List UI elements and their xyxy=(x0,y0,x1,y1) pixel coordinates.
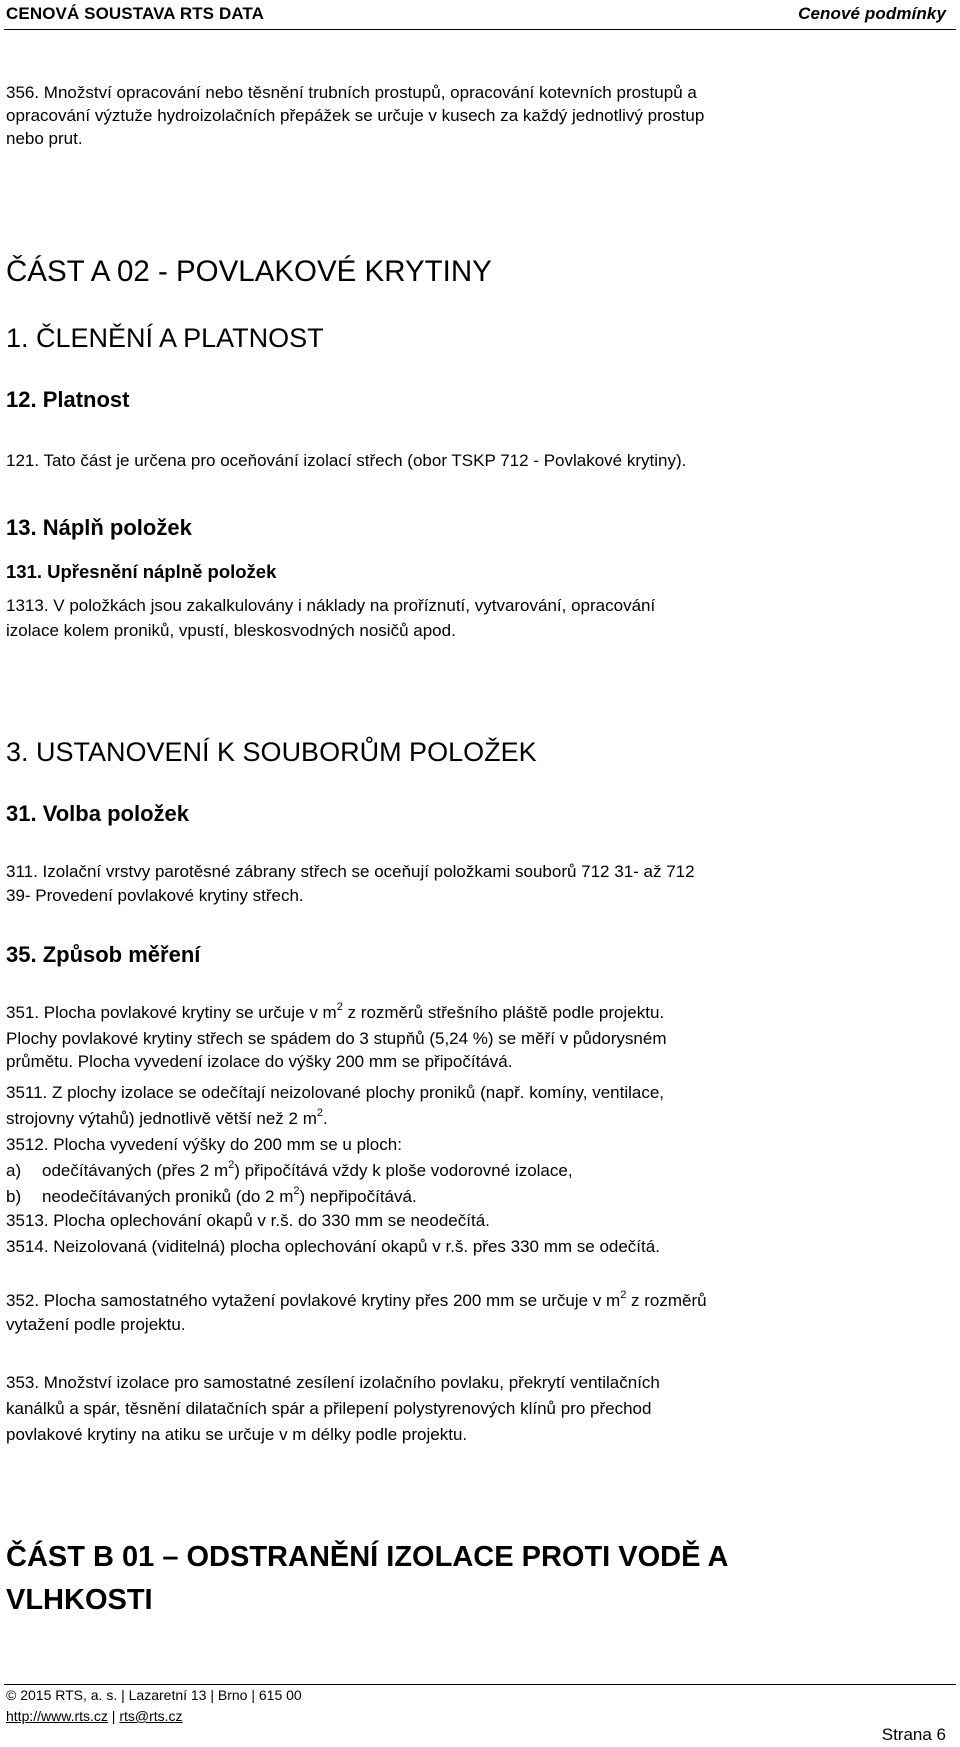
paragraph-356-line-1: 356. Množství opracování nebo těsnění trubních prostupů, opracování kotevních prostupů a xyxy=(6,83,697,102)
paragraph-352-line-1: 352. Plocha samostatného vytažení povlakové krytiny přes 200 mm se určuje v $m^2$ z rozměrů xyxy=(6,1289,707,1310)
paragraph-352-line-2: vytažení podle projektu. xyxy=(6,1315,186,1334)
paragraph-353-line-1: 353. Množství izolace pro samostatné zesílení izolačního povlaku, překrytí ventilačních xyxy=(6,1373,660,1392)
header-title: CENOVÁ SOUSTAVA RTS DATA xyxy=(6,4,265,23)
list-item-b: b) neodečítávaných proniků (do 2 $m^2$) nepřipočítává. xyxy=(6,1185,417,1206)
email-link[interactable]: rts@rts.cz xyxy=(119,1708,183,1724)
part-heading-a02: ČÁST A 02 - POVLAKOVÉ KRYTINY xyxy=(6,255,492,288)
footer-separator: | xyxy=(107,1708,120,1724)
header-divider xyxy=(4,29,956,30)
footer-divider xyxy=(4,1684,956,1685)
paragraph-311-line-2: 39- Provedení povlakové krytiny střech. xyxy=(6,886,304,905)
paragraph-3511-line-2: strojovny výtahů) jednotlivě větší než 2 $m^2$. xyxy=(6,1107,328,1128)
section-heading-3: 3. USTANOVENÍ K SOUBORŮM POLOŽEK xyxy=(6,737,537,767)
footer-copyright: © 2015 RTS, a. s. | Lazaretní 13 | Brno | 615 00 xyxy=(6,1687,302,1703)
section-heading-35: 35. Způsob měření xyxy=(6,942,201,967)
section-heading-12: 12. Platnost xyxy=(6,387,130,412)
paragraph-121: 121. Tato část je určena pro oceňování izolací střech (obor TSKP 712 - Povlakové krytiny). xyxy=(6,451,687,470)
part-heading-b01-line-2: VLHKOSTI xyxy=(6,1584,153,1616)
paragraph-1313-line-1: 1313. V položkách jsou zakalkulovány i náklady na proříznutí, vytvarování, opracování xyxy=(6,596,656,615)
header-section: Cenové podmínky xyxy=(798,4,946,23)
website-link[interactable]: http://www.rts.cz xyxy=(6,1708,108,1724)
paragraph-1313-line-2: izolace kolem proniků, vpustí, bleskosvodných nosičů apod. xyxy=(6,621,456,640)
paragraph-356-line-3: nebo prut. xyxy=(6,129,83,148)
paragraph-3514: 3514. Neizolovaná (viditelná) plocha oplechování okapů v r.š. přes 330 mm se odečítá. xyxy=(6,1237,660,1256)
section-heading-131: 131. Upřesnění náplně položek xyxy=(6,561,277,582)
paragraph-3512-line-1: 3512. Plocha vyvedení výšky do 200 mm se u ploch: xyxy=(6,1135,402,1154)
part-heading-b01-line-1: ČÁST B 01 – ODSTRANĚNÍ IZOLACE PROTI VODĚ A xyxy=(6,1541,729,1573)
paragraph-356-line-2: opracování výztuže hydroizolačních přepážek se určuje v kusech za každý jednotlivý prostup xyxy=(6,106,705,125)
paragraph-3511-line-1: 3511. Z plochy izolace se odečítají neizolované plochy proniků (např. komíny, ventilace, xyxy=(6,1083,665,1102)
list-item-a: a) odečítávaných (přes 2 $m^2$) připočítává vždy k ploše vodorovné izolace, xyxy=(6,1159,573,1180)
paragraph-353-line-2: kanálků a spár, těsnění dilatačních spár a přilepení polystyrenových klínů pro přechod xyxy=(6,1399,652,1418)
paragraph-351-line-3: průmětu. Plocha vyvedení izolace do výšky 200 mm se připočítává. xyxy=(6,1052,513,1071)
page-number: Strana 6 xyxy=(881,1725,946,1744)
section-heading-13: 13. Náplň položek xyxy=(6,515,192,540)
paragraph-351-line-1: 351. Plocha povlakové krytiny se určuje v $m^2$ z rozměrů střešního pláště podle projektu. xyxy=(6,1001,665,1022)
paragraph-351-line-2: Plochy povlakové krytiny střech se spádem do 3 stupňů (5,24 %) se měří v půdorysném xyxy=(6,1029,667,1048)
paragraph-3513: 3513. Plocha oplechování okapů v r.š. do 330 mm se neodečítá. xyxy=(6,1211,490,1230)
paragraph-311-line-1: 311. Izolační vrstvy parotěsné zábrany střech se oceňují položkami souborů 712 31- až 712 xyxy=(6,862,695,881)
section-heading-31: 31. Volba položek xyxy=(6,801,189,826)
footer-contacts xyxy=(6,1708,183,1724)
section-heading-1: 1. ČLENĚNÍ A PLATNOST xyxy=(6,323,324,353)
paragraph-353-line-3: povlakové krytiny na atiku se určuje v m délky podle projektu. xyxy=(6,1425,468,1444)
